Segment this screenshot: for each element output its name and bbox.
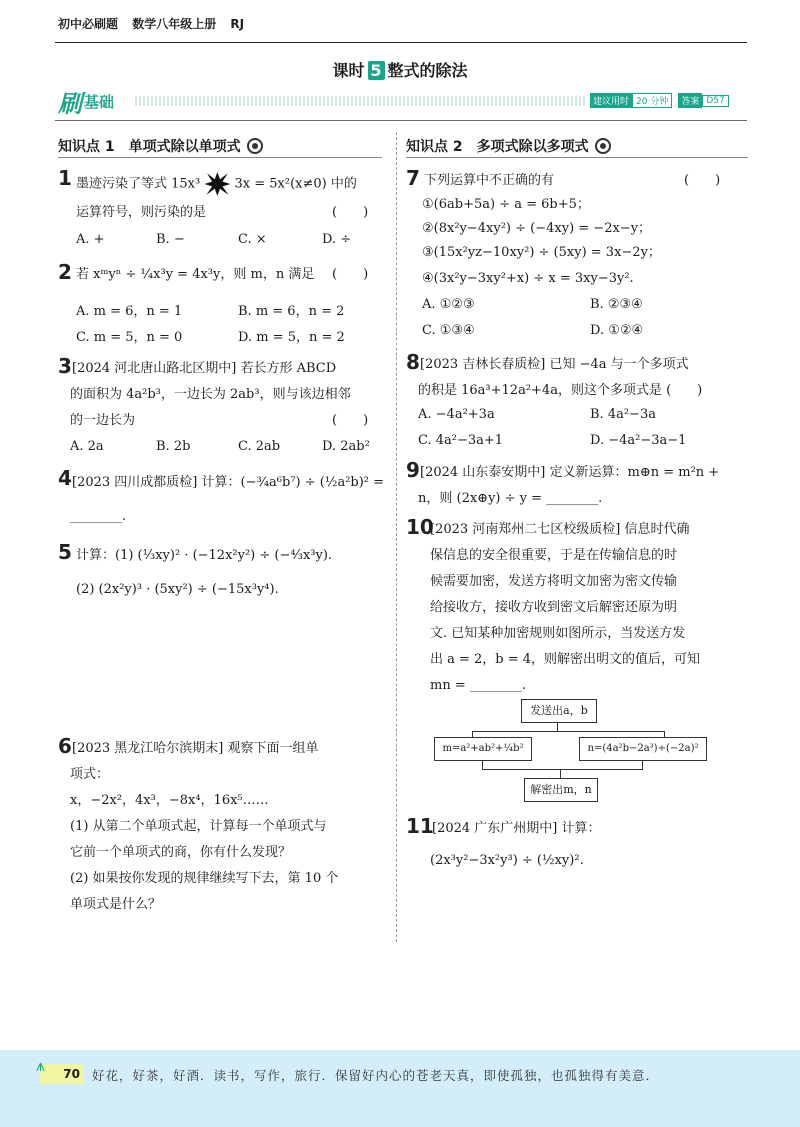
page-title [0, 58, 800, 81]
q1-answer-paren: ( ) [332, 205, 369, 220]
question-number-8: 8 [406, 350, 420, 374]
q3-option-d: D. 2ab² [322, 439, 370, 454]
q1-option-c: C. × [238, 232, 267, 247]
knowledge-point-1-title: 知识点 1 单项式除以单项式 [58, 139, 241, 155]
flow-connector [557, 722, 558, 731]
book-header [58, 15, 254, 32]
flow-connector [560, 769, 561, 778]
footer-quote: 好花，好茶，好酒．读书，写作，旅行．保留好内心的苍老天真，即使孤独，也孤独得有美意． [92, 1068, 660, 1083]
knowledge-point-1 [58, 136, 263, 156]
q5-line1: 计算：(1) (⅓xy)² · (−12x²y²) ÷ (−⁴⁄₃x³y). [76, 548, 333, 563]
target-icon [595, 138, 611, 154]
q7-answer-paren: ( ) [684, 173, 721, 188]
answer-value: D57 [702, 95, 728, 107]
section-rule [55, 120, 747, 121]
q10-line2: 保信息的安全很重要，于是在传输信息的时 [430, 548, 678, 563]
q10-line6: 出 a = 2，b = 4，则解密出明文的值后，可知 [430, 652, 701, 667]
q2-answer-paren: ( ) [332, 267, 369, 282]
lesson-prefix: 课时 [332, 61, 365, 80]
section-logo-big: 刷 [58, 89, 82, 118]
q5-line2: (2) (2x²y)³ · (5xy²) ÷ (−15x³y⁴). [76, 582, 279, 597]
q1-text-a: 墨迹污染了等式 15x³ [76, 176, 201, 192]
q7-item-1: ①(6ab+5a) ÷ a = 6b+5； [422, 197, 590, 212]
q10-line3: 候需要加密，发送方将明文加密为密文传输 [430, 574, 678, 589]
lesson-number-badge: 5 [368, 61, 385, 80]
q10-line7: mn = ________. [430, 678, 526, 693]
section-dotted-bar [135, 96, 585, 106]
knowledge-point-2-title: 知识点 2 多项式除以多项式 [406, 139, 589, 155]
q7-line1: 下列运算中不正确的有 [424, 173, 555, 188]
q7-option-b: B. ②③④ [590, 297, 643, 312]
q1-option-a: A. + [76, 232, 105, 247]
question-number-4: 4 [58, 466, 72, 490]
q4-answer-blank[interactable]: ________. [70, 509, 127, 524]
q3-line2: 的面积为 4a²b³，一边长为 2ab³，则与该边相邻 [70, 387, 351, 402]
q1-option-d: D. ÷ [322, 232, 352, 247]
q2-option-c: C. m = 5，n = 0 [76, 330, 183, 345]
header-rule [55, 42, 747, 43]
q7-option-c: C. ①③④ [422, 323, 475, 338]
q6-line5: 它前一个单项式的商，你有什么发现？ [70, 845, 292, 860]
q8-option-a: A. −4a²+3a [418, 407, 495, 422]
flow-m-box: m=a²+ab²+¼b² [434, 737, 532, 761]
q10-line4: 给接收方，接收方收到密文后解密还原为明 [430, 600, 678, 615]
q2-option-d: D. m = 5，n = 2 [238, 330, 345, 345]
q2-line1: 若 xᵐyⁿ ÷ ¼x³y = 4x³y，则 m，n 满足 [76, 267, 315, 282]
q8-option-d: D. −4a²−3a−1 [590, 433, 687, 448]
q3-line1: [2024 河北唐山路北区期中] 若长方形 ABCD [72, 361, 337, 376]
question-number-5: 5 [58, 540, 72, 564]
question-number-3: 3 [58, 354, 72, 378]
q1-line2: 运算符号，则污染的是 [76, 205, 207, 220]
q9-line1: [2024 山东泰安期中] 定义新运算：m⊕n = m²n + [420, 465, 720, 480]
lesson-title: 整式的除法 [387, 61, 468, 80]
question-number-11: 11 [406, 814, 434, 838]
question-number-2: 2 [58, 260, 72, 284]
question-number-10: 10 [406, 515, 434, 539]
book-name: 初中必刷题 [58, 17, 119, 31]
q6-line2: 项式： [70, 767, 110, 782]
q11-line1: [2024 广东广州期中] 计算： [432, 821, 601, 836]
q8-option-c: C. 4a²−3a+1 [418, 433, 504, 448]
q7-option-a: A. ①②③ [422, 297, 475, 312]
time-answer-box [590, 93, 735, 108]
q11-line2: (2x³y²−3x²y³) ÷ (½xy)². [430, 853, 584, 868]
q6-line6: (2) 如果按你发现的规律继续写下去，第 10 个 [70, 871, 339, 886]
q10-line5: 文. 已知某种加密规则如图所示，当发送方发 [430, 626, 686, 641]
q3-option-a: A. 2a [70, 439, 104, 454]
section-logo-small: 基础 [84, 92, 115, 111]
book-edition: RJ [230, 17, 245, 31]
flow-out-box: 解密出m，n [524, 778, 598, 802]
q6-line7: 单项式是什么？ [70, 897, 162, 912]
q3-line3: 的一边长为 [70, 413, 136, 428]
compass-icon: ⩚ [36, 1056, 46, 1075]
ink-blot-icon [204, 172, 230, 196]
kp1-underline [58, 157, 382, 158]
q7-item-4: ④(3x²y−3xy²+x) ÷ x = 3xy−3y². [422, 271, 634, 286]
q7-item-3: ③(15x²yz−10xy²) ÷ (5xy) = 3x−2y； [422, 245, 661, 260]
question-number-6: 6 [58, 734, 72, 758]
q3-option-c: C. 2ab [238, 439, 281, 454]
kp2-underline [406, 157, 748, 158]
answer-label: 答案 [678, 93, 702, 108]
q3-answer-paren: ( ) [332, 413, 369, 428]
q6-line1: [2023 黑龙江哈尔滨期末] 观察下面一组单 [72, 741, 319, 756]
q8-line2: 的积是 16a³+12a²+4a，则这个多项式是 ( ) [418, 383, 703, 398]
q3-option-b: B. 2b [156, 439, 191, 454]
column-divider [396, 132, 397, 942]
book-subject: 数学八年级上册 [132, 17, 217, 31]
q10-line1: [2023 河南郑州二七区校级质检] 信息时代确 [430, 522, 690, 537]
q6-line3: x，−2x²，4x³，−8x⁴，16x⁵…… [70, 793, 269, 808]
q8-line1: [2023 吉林长春质检] 已知 −4a 与一个多项式 [420, 357, 689, 372]
q6-line4: (1) 从第二个单项式起，计算每一个单项式与 [70, 819, 327, 834]
q1-option-b: B. − [156, 232, 185, 247]
flow-send-box: 发送出a，b [521, 699, 597, 723]
time-value: 20 分钟 [632, 93, 672, 108]
footer-band [0, 1050, 800, 1127]
q1-line1 [76, 172, 357, 196]
q9-line2: n，则 (2x⊕y) ÷ y = ________. [418, 491, 603, 506]
target-icon [247, 138, 263, 154]
q2-option-b: B. m = 6，n = 2 [238, 304, 345, 319]
q7-item-2: ②(8x²y−4xy²) ÷ (−4xy) = −2x−y； [422, 221, 652, 236]
time-label: 建议用时 [590, 93, 632, 108]
q4-line1: [2023 四川成都质检] 计算：(−¾a⁶b⁷) ÷ (½a²b)² = [72, 475, 385, 490]
page-number: 70 [40, 1064, 84, 1084]
q2-option-a: A. m = 6，n = 1 [76, 304, 183, 319]
knowledge-point-2 [406, 136, 611, 156]
q1-text-b: 3x = 5x²(x≠0) 中的 [234, 176, 357, 192]
flow-n-box: n=(4a²b−2a³)÷(−2a)² [579, 737, 707, 761]
section-logo [58, 86, 114, 116]
q8-option-b: B. 4a²−3a [590, 407, 656, 422]
question-number-9: 9 [406, 458, 420, 482]
flow-connector [482, 769, 643, 770]
question-number-7: 7 [406, 166, 420, 190]
question-number-1: 1 [58, 166, 72, 190]
flow-connector [472, 731, 664, 732]
q7-option-d: D. ①②④ [590, 323, 644, 338]
